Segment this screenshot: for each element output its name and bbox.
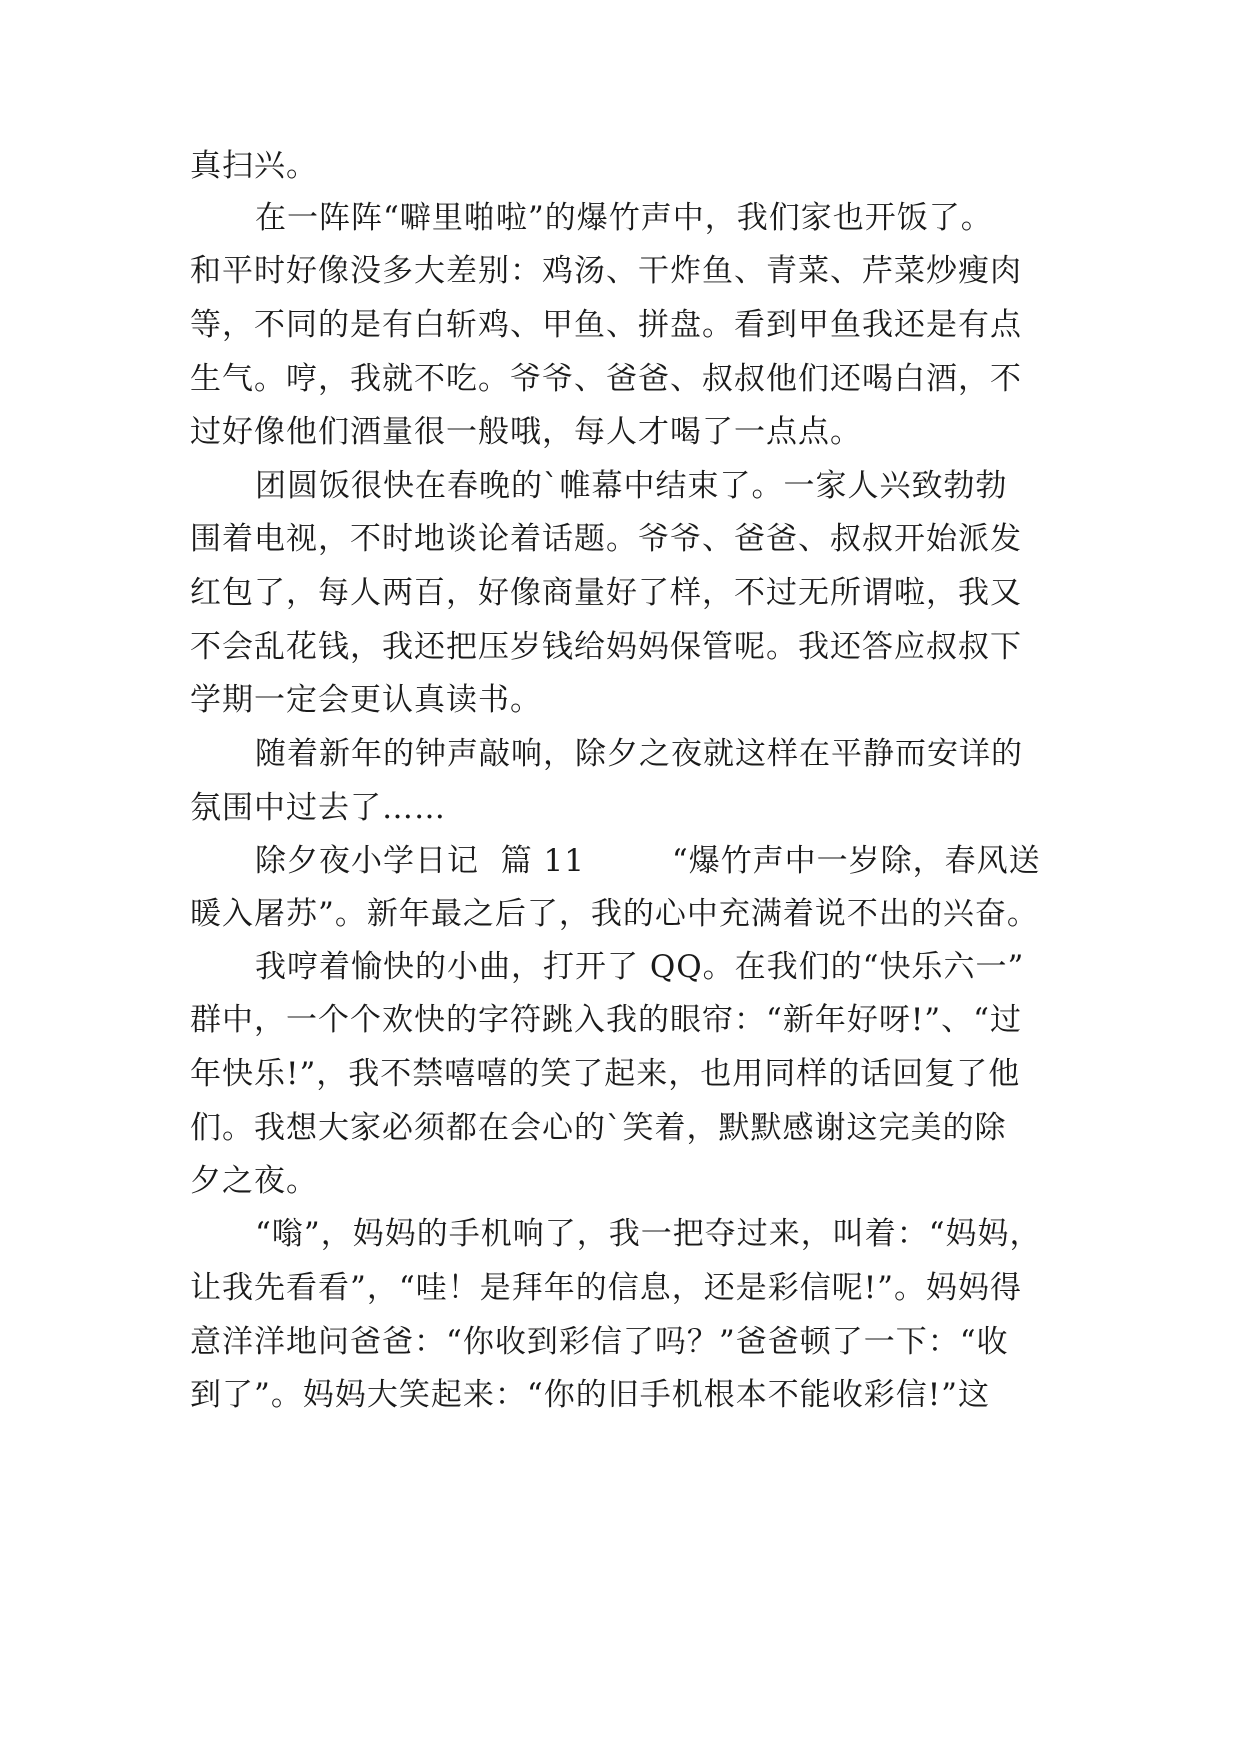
text-line: 和平时好像没多大差别：鸡汤、干炸鱼、青菜、芹菜炒瘦肉 — [190, 253, 1022, 289]
text-line: 不会乱花钱，我还把压岁钱给妈妈保管呢。我还答应叔叔下 — [190, 629, 1022, 665]
text-line: 们。我想大家必须都在会心的`笑着，默默感谢这完美的除 — [190, 1110, 1007, 1146]
text-line: 真扫兴。 — [190, 148, 318, 184]
text-line: 到了”。妈妈大笑起来：“你的旧手机根本不能收彩信!”这 — [190, 1377, 990, 1413]
paragraph-start-line: 在一阵阵“噼里啪啦”的爆竹声中，我们家也开饭了。 — [255, 200, 993, 236]
text-line: 等，不同的是有白斩鸡、甲鱼、拼盘。看到甲鱼我还是有点 — [190, 307, 1022, 343]
text-line: 意洋洋地问爸爸：“你收到彩信了吗？”爸爸顿了一下：“收 — [190, 1324, 1009, 1360]
text-line: 生气。哼，我就不吃。爷爷、爸爸、叔叔他们还喝白酒，不 — [190, 361, 1022, 397]
paragraph-start-line: 团圆饭很快在春晚的`帷幕中结束了。一家人兴致勃勃 — [255, 468, 1008, 504]
text-line: 氛围中过去了…… — [190, 790, 446, 826]
text-line: 群中，一个个欢快的字符跳入我的眼帘：“新年好呀!”、“过 — [190, 1002, 1022, 1038]
text-line: 围着电视，不时地谈论着话题。爷爷、爸爸、叔叔开始派发 — [190, 521, 1022, 557]
text-line: 让我先看看”，“哇！是拜年的信息，还是彩信呢!”。妈妈得 — [190, 1270, 1022, 1306]
paragraph-start-line: 我哼着愉快的小曲，打开了 QQ。在我们的“快乐六一” — [255, 949, 1025, 985]
paragraph-start-line: “嗡”，妈妈的手机响了，我一把夺过来，叫着：“妈妈， — [255, 1216, 1042, 1252]
text-line: 过好像他们酒量很一般哦，每人才喝了一点点。 — [190, 414, 862, 450]
text-line: 暖入屠苏”。新年最之后了，我的心中充满着说不出的兴奋。 — [190, 896, 1039, 932]
text-line: 红包了，每人两百，好像商量好了样，不过无所谓啦，我又 — [190, 575, 1022, 611]
paragraph-start-line: 随着新年的钟声敲响，除夕之夜就这样在平静而安详的 — [255, 736, 1023, 772]
text-line: 夕之夜。 — [190, 1163, 318, 1199]
text-line: 学期一定会更认真读书。 — [190, 682, 542, 718]
section-heading-line: 除夕夜小学日记 篇 11 “爆竹声中一岁除，春风送 — [255, 843, 1041, 879]
text-line: 年快乐!”，我不禁嘻嘻的笑了起来，也用同样的话回复了他 — [190, 1056, 1021, 1092]
